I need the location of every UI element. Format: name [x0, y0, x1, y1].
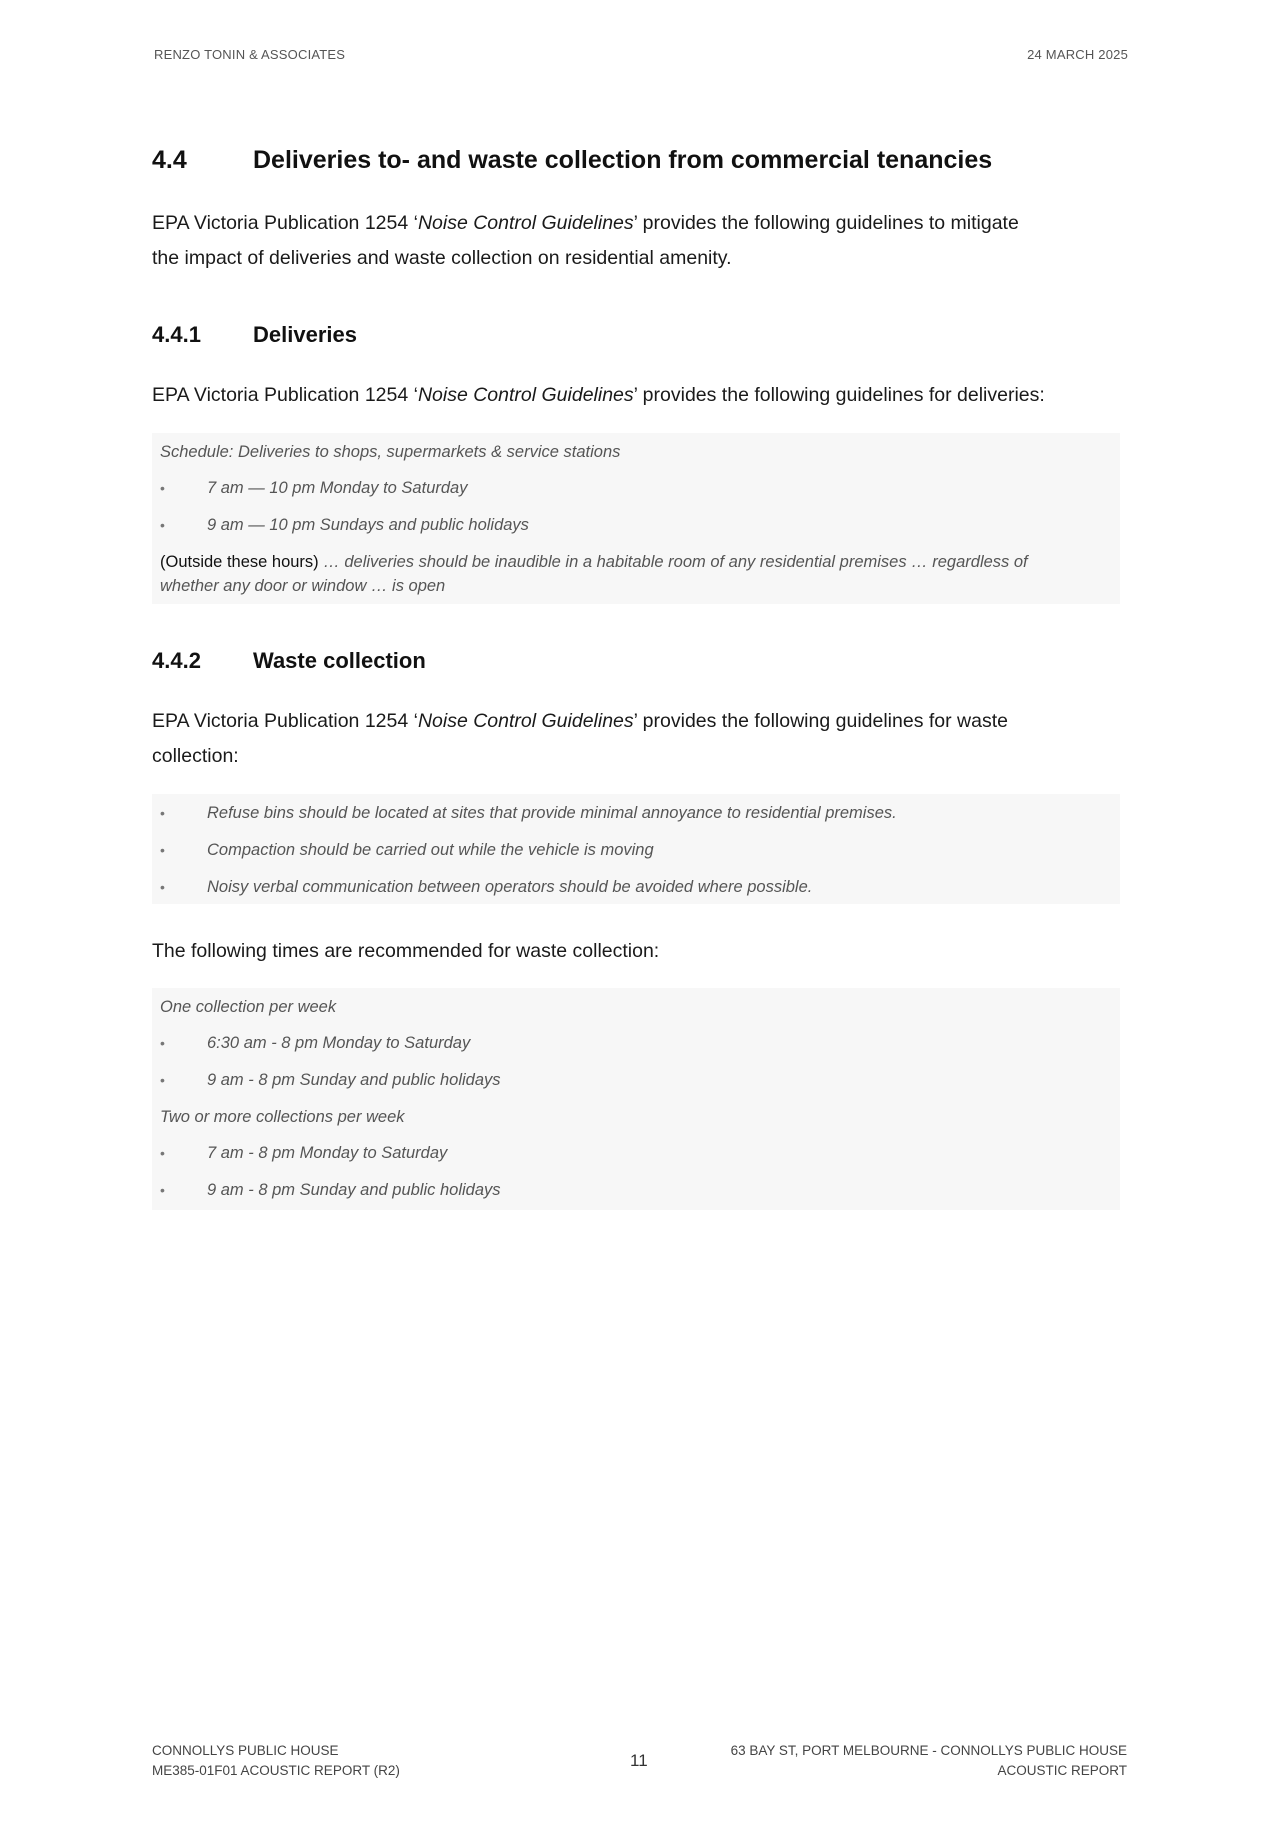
guideline-item: Refuse bins should be located at sites that provide minimal annoyance to residential premises.	[207, 804, 897, 822]
footer-doc-type: ACOUSTIC REPORT	[997, 1763, 1127, 1778]
page-number: 11	[630, 1751, 648, 1770]
footer-project: CONNOLLYS PUBLIC HOUSE	[152, 1743, 339, 1758]
para-italic-title: Noise Control Guidelines	[417, 212, 634, 234]
heading-4-4-2	[152, 648, 426, 674]
bullet-glyph: •	[160, 879, 165, 895]
bullet-glyph: •	[160, 480, 165, 496]
waste-times-box	[152, 988, 1120, 1210]
guideline-item: Noisy verbal communication between operators should be avoided where possible.	[207, 878, 813, 896]
footer-report-id: ME385-01F01 ACOUSTIC REPORT (R2)	[152, 1763, 400, 1778]
outside-hours-note-cont: whether any door or window … is open	[160, 577, 446, 595]
heading-title: Deliveries to- and waste collection from commercial tenancies	[253, 146, 993, 174]
bullet-glyph: •	[160, 1072, 165, 1088]
times-item: 7 am - 8 pm Monday to Saturday	[207, 1144, 448, 1162]
para-text: ’ provides the following guidelines to mitigate	[633, 212, 1019, 234]
times-item: 9 am - 8 pm Sunday and public holidays	[207, 1181, 501, 1199]
times-group-label: Two or more collections per week	[160, 1108, 405, 1126]
deliveries-schedule-box	[152, 433, 1120, 604]
heading-number: 4.4.1	[152, 322, 201, 347]
outside-hours-note	[160, 553, 1028, 572]
footer-address: 63 BAY ST, PORT MELBOURNE - CONNOLLYS PUBLIC HOUSE	[730, 1743, 1127, 1758]
bullet-glyph: •	[160, 805, 165, 821]
outside-hours-label: (Outside these hours)	[160, 553, 319, 571]
schedule-item: 9 am — 10 pm Sundays and public holidays	[207, 516, 529, 534]
para-text: EPA Victoria Publication 1254 ‘	[152, 710, 418, 732]
paragraph-4-4-2	[152, 704, 1112, 774]
heading-number: 4.4	[152, 146, 187, 174]
para-text: EPA Victoria Publication 1254 ‘	[152, 384, 418, 406]
schedule-item: 7 am — 10 pm Monday to Saturday	[207, 479, 468, 497]
outside-hours-text: … deliveries should be inaudible in a habitable room of any residential premises … regardless of	[318, 553, 1028, 571]
bullet-glyph: •	[160, 1035, 165, 1051]
para-text: EPA Victoria Publication 1254 ‘	[152, 212, 418, 234]
header-company: RENZO TONIN & ASSOCIATES	[154, 47, 346, 62]
para-italic-title: Noise Control Guidelines	[417, 384, 634, 406]
bullet-glyph: •	[160, 1145, 165, 1161]
waste-guidelines-box	[152, 794, 1120, 904]
schedule-heading: Schedule: Deliveries to shops, supermarkets & service stations	[160, 443, 621, 461]
bullet-glyph: •	[160, 842, 165, 858]
heading-number: 4.4.2	[152, 648, 201, 673]
heading-title: Waste collection	[253, 648, 426, 673]
times-item: 6:30 am - 8 pm Monday to Saturday	[207, 1034, 471, 1052]
header-date: 24 MARCH 2025	[1027, 47, 1128, 62]
bullet-glyph: •	[160, 1182, 165, 1198]
para-text: the impact of deliveries and waste collection on residential amenity.	[152, 247, 732, 269]
heading-title: Deliveries	[253, 322, 357, 347]
footer-right	[731, 1741, 1127, 1781]
para-text: ’ provides the following guidelines for waste	[633, 710, 1008, 732]
times-item: 9 am - 8 pm Sunday and public holidays	[207, 1071, 501, 1089]
paragraph-4-4-1	[152, 378, 1112, 413]
bullet-glyph: •	[160, 517, 165, 533]
heading-4-4	[152, 146, 992, 175]
para-text: ’ provides the following guidelines for deliveries:	[633, 384, 1045, 406]
para-italic-title: Noise Control Guidelines	[417, 710, 634, 732]
paragraph-4-4	[152, 206, 1112, 276]
times-intro: The following times are recommended for waste collection:	[152, 940, 660, 962]
footer-left	[152, 1741, 400, 1781]
para-text: collection:	[152, 745, 239, 767]
times-group-label: One collection per week	[160, 998, 337, 1016]
guideline-item: Compaction should be carried out while the vehicle is moving	[207, 841, 654, 859]
heading-4-4-1	[152, 322, 357, 348]
